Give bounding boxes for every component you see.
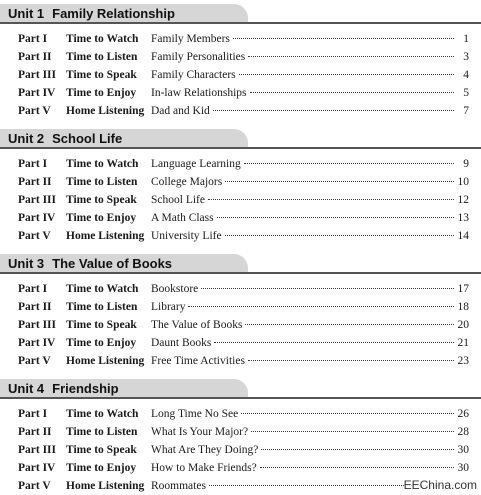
entry	[151, 173, 469, 191]
toc-row[interactable]	[0, 227, 481, 245]
entry	[151, 155, 469, 173]
entry	[151, 66, 469, 84]
toc-row[interactable]	[0, 191, 481, 209]
section-label: Home Listening	[66, 355, 145, 367]
entry-title: Bookstore	[151, 283, 199, 295]
unit-number: Unit 1	[8, 6, 45, 21]
section-label: Time to Listen	[66, 426, 138, 438]
unit-number: Unit 4	[8, 381, 45, 396]
section-label: Time to Enjoy	[66, 212, 137, 224]
dot-leader	[225, 235, 454, 236]
unit-rows	[0, 155, 481, 245]
section-label: Time to Watch	[66, 283, 139, 295]
page-number: 23	[457, 355, 469, 367]
entry	[151, 227, 469, 245]
unit-tab	[0, 379, 248, 399]
dot-leader	[201, 288, 454, 289]
toc-row[interactable]	[0, 298, 481, 316]
dot-leader	[260, 467, 454, 468]
page-number: 17	[457, 283, 469, 295]
entry	[151, 209, 469, 227]
part-label: Part V	[18, 230, 51, 242]
part-label: Part II	[18, 426, 52, 438]
toc-row[interactable]	[0, 30, 481, 48]
section-label: Time to Speak	[66, 444, 137, 456]
part-label: Part V	[18, 355, 51, 367]
page-number: 20	[457, 319, 469, 331]
unit-number: Unit 2	[8, 131, 45, 146]
entry	[151, 334, 469, 352]
entry-title: In-law Relationships	[151, 87, 247, 99]
toc-row[interactable]	[0, 441, 481, 459]
section-label: Time to Speak	[66, 194, 137, 206]
toc-row[interactable]	[0, 48, 481, 66]
unit-header	[0, 254, 481, 274]
toc-row[interactable]	[0, 334, 481, 352]
dot-leader	[225, 181, 454, 182]
unit-title: School Life	[52, 131, 123, 146]
unit-header	[0, 4, 481, 24]
part-label: Part IV	[18, 212, 56, 224]
section-label: Time to Listen	[66, 301, 138, 313]
dot-leader	[208, 199, 454, 200]
page-number: 28	[457, 426, 469, 438]
part-label: Part I	[18, 33, 48, 45]
entry-title: Family Members	[151, 33, 230, 45]
unit-section	[0, 4, 481, 120]
section-label: Time to Enjoy	[66, 87, 137, 99]
dot-leader	[214, 342, 454, 343]
page-number: 9	[463, 158, 469, 170]
entry	[151, 102, 469, 120]
page-number: 14	[457, 230, 469, 242]
entry-title: College Majors	[151, 176, 223, 188]
unit-title: The Value of Books	[52, 256, 173, 271]
section-label: Time to Speak	[66, 69, 137, 81]
section-label: Time to Watch	[66, 33, 139, 45]
entry-title: Daunt Books	[151, 337, 212, 349]
unit-divider	[0, 22, 481, 24]
unit-title: Family Relationship	[52, 6, 175, 21]
entry-title: Dad and Kid	[151, 105, 210, 117]
entry	[151, 316, 469, 334]
dot-leader	[213, 110, 454, 111]
page-number: 26	[457, 408, 469, 420]
entry-title: Library	[151, 301, 186, 313]
section-label: Time to Enjoy	[66, 462, 137, 474]
page-number: 12	[457, 194, 469, 206]
dot-leader	[188, 306, 454, 307]
section-label: Home Listening	[66, 105, 145, 117]
toc-row[interactable]	[0, 280, 481, 298]
section-label: Home Listening	[66, 480, 145, 492]
section-label: Time to Speak	[66, 319, 137, 331]
part-label: Part IV	[18, 337, 56, 349]
entry-title: What Is Your Major?	[151, 426, 249, 438]
unit-divider	[0, 147, 481, 149]
entry-title: Family Personalities	[151, 51, 246, 63]
entry	[151, 191, 469, 209]
unit-number: Unit 3	[8, 256, 45, 271]
unit-rows	[0, 30, 481, 120]
dot-leader	[241, 413, 454, 414]
entry	[151, 441, 469, 459]
part-label: Part III	[18, 194, 57, 206]
toc-row[interactable]	[0, 459, 481, 477]
entry-title: A Math Class	[151, 212, 214, 224]
entry	[151, 459, 469, 477]
section-label: Home Listening	[66, 230, 145, 242]
page-number: 21	[457, 337, 469, 349]
section-label: Time to Listen	[66, 176, 138, 188]
section-label: Time to Watch	[66, 158, 139, 170]
page-number: 3	[463, 51, 469, 63]
toc-row[interactable]	[0, 102, 481, 120]
unit-tab	[0, 4, 248, 24]
part-label: Part II	[18, 176, 52, 188]
dot-leader	[261, 449, 454, 450]
part-label: Part IV	[18, 462, 56, 474]
page-number: 7	[463, 105, 469, 117]
part-label: Part I	[18, 283, 48, 295]
toc-row[interactable]	[0, 352, 481, 370]
entry	[151, 84, 469, 102]
unit-tab	[0, 254, 248, 274]
part-label: Part II	[18, 51, 52, 63]
part-label: Part III	[18, 319, 57, 331]
dot-leader	[239, 74, 454, 75]
unit-divider	[0, 397, 481, 399]
dot-leader	[251, 431, 454, 432]
watermark: EEChina.com	[403, 478, 477, 492]
unit-title: Friendship	[52, 381, 119, 396]
unit-section	[0, 129, 481, 245]
entry-title: The Value of Books	[151, 319, 243, 331]
toc-row[interactable]	[0, 316, 481, 334]
entry	[151, 280, 469, 298]
page-number: 30	[457, 444, 469, 456]
unit-rows	[0, 280, 481, 370]
toc-row[interactable]	[0, 155, 481, 173]
dot-leader	[244, 163, 454, 164]
unit-tab	[0, 129, 248, 149]
entry	[151, 423, 469, 441]
entry-title: Family Characters	[151, 69, 236, 81]
part-label: Part IV	[18, 87, 56, 99]
section-label: Time to Enjoy	[66, 337, 137, 349]
dot-leader	[250, 92, 455, 93]
unit-section	[0, 254, 481, 370]
dot-leader	[248, 56, 454, 57]
entry-title: How to Make Friends?	[151, 462, 257, 474]
entry-title: Free Time Activities	[151, 355, 245, 367]
toc-row[interactable]	[0, 66, 481, 84]
page-number: 30	[457, 462, 469, 474]
part-label: Part I	[18, 408, 48, 420]
entry	[151, 48, 469, 66]
entry	[151, 352, 469, 370]
entry	[151, 405, 469, 423]
entry-title: What Are They Doing?	[151, 444, 259, 456]
section-label: Time to Listen	[66, 51, 138, 63]
page-number: 5	[463, 87, 469, 99]
toc-row[interactable]	[0, 423, 481, 441]
part-label: Part II	[18, 301, 52, 313]
part-label: Part I	[18, 158, 48, 170]
page-number: 1	[463, 33, 469, 45]
toc-row[interactable]	[0, 209, 481, 227]
page-number: 18	[457, 301, 469, 313]
section-label: Time to Watch	[66, 408, 139, 420]
part-label: Part III	[18, 444, 57, 456]
entry	[151, 298, 469, 316]
dot-leader	[233, 38, 454, 39]
part-label: Part V	[18, 480, 51, 492]
unit-divider	[0, 272, 481, 274]
entry-title: Long Time No See	[151, 408, 239, 420]
entry	[151, 30, 469, 48]
unit-header	[0, 129, 481, 149]
dot-leader	[245, 324, 454, 325]
page-number: 4	[463, 69, 469, 81]
page-number: 10	[457, 176, 469, 188]
entry-title: University Life	[151, 230, 222, 242]
entry-title: Language Learning	[151, 158, 241, 170]
toc-row[interactable]	[0, 405, 481, 423]
part-label: Part III	[18, 69, 57, 81]
entry-title: Roommates	[151, 480, 206, 492]
unit-header	[0, 379, 481, 399]
toc-row[interactable]	[0, 84, 481, 102]
dot-leader	[217, 217, 454, 218]
page-number: 13	[457, 212, 469, 224]
dot-leader	[248, 360, 454, 361]
part-label: Part V	[18, 105, 51, 117]
entry-title: School Life	[151, 194, 205, 206]
toc-row[interactable]	[0, 173, 481, 191]
